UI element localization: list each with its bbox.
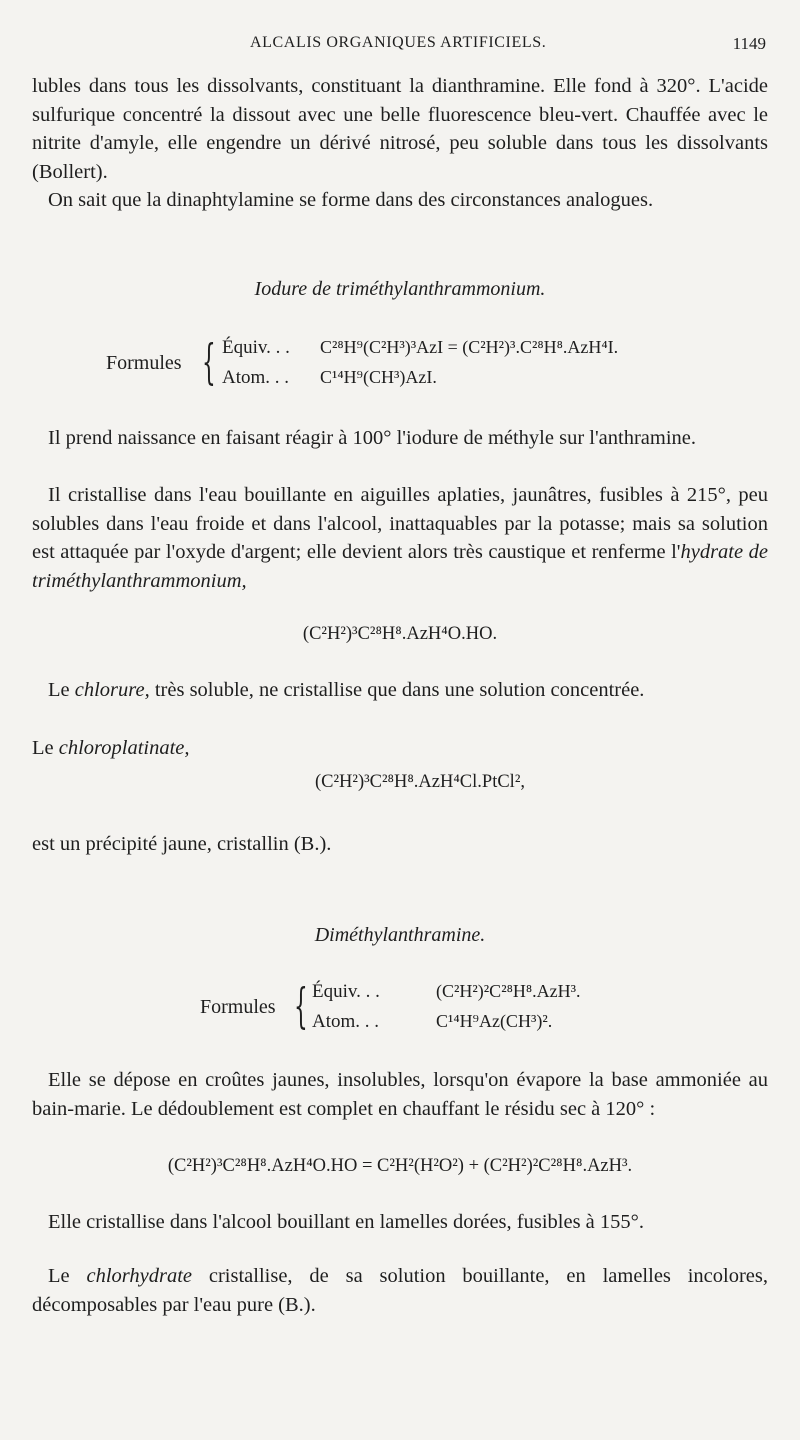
paragraph-cristallise-italic: hydrate de triméthylanthrammonium, [32,541,768,592]
paragraph-chlorure-lead: Le [48,679,75,701]
paragraph-naissance: Il prend naissance en faisant réagir à 100° l'iodure de méthyle sur l'anthramine. [48,427,697,449]
paragraph-dianthramine: lubles dans tous les dissolvants, constituant la dianthramine. Elle fond à 320°. L'acide sulfurique concentré la dissout avec une belle fluorescence bleu-vert. Chauffée avec le nitrite d'amyle, elle engendre un dérivé nitrosé, peu soluble dans tous les dissolvants (Bollert). [32,75,768,183]
section-heading-dimethylanthramine: Diméthylanthramine. [314,924,486,946]
atom-label: Atom. . . [222,367,290,388]
formula-row-equiv [222,334,618,361]
atom-expression: C¹⁴H⁹Az(CH³)². [436,1011,553,1031]
paragraph-lamelles-dorees: Elle cristallise dans l'alcool bouillant en lamelles dorées, fusibles à 155°. [48,1211,644,1233]
brace-glyph: { [202,334,216,390]
running-title: ALCALIS ORGANIQUES ARTIFICIELS. [250,34,547,51]
paragraph-chlorure-italic: chlorure, [74,679,150,701]
paragraph-cristallise-text: Il cristallise dans l'eau bouillante en aiguilles aplaties, jaunâtres, fusibles à 215°, peu solubles dans l'eau froide et dans l'alcool, inattaquables par la potasse; mais sa solution est attaquée par l'oxyde d'argent; elle devient alors très caustique et renferme l' [32,484,768,563]
paragraph-dinaphtylamine: On sait que la dinaphtylamine se forme dans des circonstances analogues. [48,189,654,211]
paragraph-precipite: est un précipité jaune, cristallin (B.). [32,833,332,855]
formula-dedoublement: (C²H²)³C²⁸H⁸.AzH⁴O.HO = C²H²(H²O²) + (C²H²)²C²⁸H⁸.AzH³. [167,1156,633,1176]
formules-label: Formules [200,996,276,1018]
formula-row-equiv [312,978,581,1005]
formula-block-dimethyl [200,978,700,1038]
equiv-expression: C²⁸H⁹(C²H³)³AzI = (C²H²)³.C²⁸H⁸.AzH⁴I. [320,337,619,357]
paragraph-chloroplatinate-lead: Le [32,737,59,759]
equiv-label: Équiv. . . [222,337,290,358]
paragraph-chlorhydrate-italic: chlorhydrate [86,1265,193,1287]
formula-row-atom [222,364,437,391]
paragraph-cristallise [32,481,768,595]
atom-expression: C¹⁴H⁹(CH³)AzI. [320,367,437,387]
paragraph-chloroplatinate [32,734,768,763]
paragraph-chlorhydrate-lead: Le [48,1265,87,1287]
atom-label: Atom. . . [312,1011,380,1032]
paragraph-chlorure-text: très soluble, ne cristallise que dans une solution concentrée. [149,679,645,701]
formula-hydrate: (C²H²)³C²⁸H⁸.AzH⁴O.HO. [302,624,498,644]
formula-row-atom [312,1008,552,1035]
paragraph-chloroplatinate-italic: chloroplatinate, [58,737,190,759]
formula-block-iodure [106,334,706,394]
page-header [0,34,800,58]
section-heading-iodure: Iodure de triméthylanthrammonium. [254,278,546,300]
brace-glyph: { [294,978,308,1034]
paragraph-chlorhydrate [32,1262,768,1319]
page-number: 1149 [732,34,766,53]
equiv-label: Équiv. . . [312,981,380,1002]
paragraph-chlorure [32,676,768,705]
paragraph-croutes: Elle se dépose en croûtes jaunes, insolubles, lorsqu'on évapore la base ammoniée au bain-marie. Le dédoublement est complet en chauffant le résidu sec à 120° : [32,1069,768,1120]
formules-label: Formules [106,352,182,374]
formula-chloroplatinate: (C²H²)³C²⁸H⁸.AzH⁴Cl.PtCl², [315,772,525,792]
paragraph-chlorhydrate-text: cristallise, de sa solution bouillante, en lamelles incolores, décomposables par l'eau pure (B.). [32,1265,769,1316]
equiv-expression: (C²H²)²C²⁸H⁸.AzH³. [436,981,581,1001]
